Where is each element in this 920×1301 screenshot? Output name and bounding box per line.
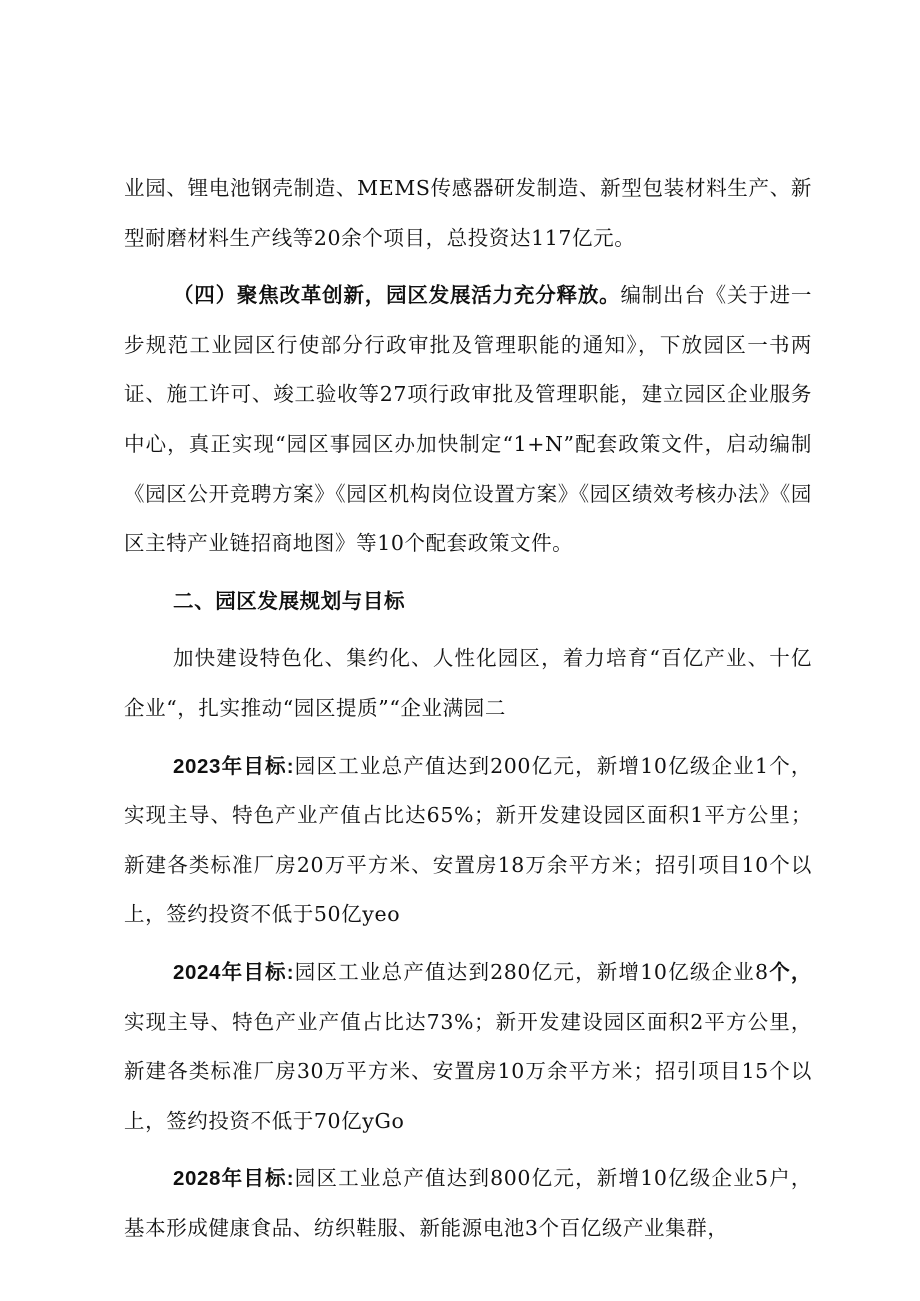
paragraph-reform xyxy=(124,271,812,569)
goal-2023-body: 园区工业总产值达到200亿元，新增10亿级企业1个，实现主导、特色产业产值占比达65%；新开发建设园区面积1平方公里；新建各类标准厂房20万平方米、安置房18万余平方米；招引项目10个以上，签约投资不低于50亿yeo xyxy=(124,753,813,927)
paragraph-plan-intro-text: 加快建设特色化、集约化、人性化园区，着力培育“百亿产业、十亿企业“，扎实推动“园区提质”“企业满园二 xyxy=(124,646,812,720)
paragraph-projects-text: 业园、锂电池钢壳制造、MEMS传感器研发制造、新型包装材料生产、新型耐磨材料生产线等20余个项目，总投资达117亿元。 xyxy=(124,176,812,250)
paragraph-goal-2024 xyxy=(124,948,812,1146)
section-heading xyxy=(124,577,812,627)
paragraph-goal-2028 xyxy=(124,1154,812,1253)
document-body xyxy=(124,164,812,1253)
goal-2028-label: 2028年目标: xyxy=(173,1167,295,1191)
goal-2028-body: 园区工业总产值达到800亿元，新增10亿级企业5户，基本形成健康食品、纺织鞋服、新能源电池3个百亿级产业集群， xyxy=(124,1166,813,1240)
paragraph-reform-lead: （四）聚焦改革创新，园区发展活力充分释放。 xyxy=(173,283,621,308)
paragraph-reform-body: 编制出台《关于进一步规范工业园区行使部分行政审批及管理职能的通知》，下放园区一书两证、施工许可、竣工验收等27项行政审批及管理职能，建立园区企业服务中心，真正实现“园区事园区办加快制定“1+N”配套政策文件，启动编制《园区公开竞聘方案》《园区机构岗位设置方案》《园区绩效考核办法》《园区主特产业链招商地图》等10个配套政策文件。 xyxy=(124,283,812,556)
section-heading-text: 二、园区发展规划与目标 xyxy=(173,588,406,613)
goal-2024-label: 2024年目标: xyxy=(173,960,295,984)
paragraph-goal-2023 xyxy=(124,742,812,940)
goal-2024-body-rest: 实现主导、特色产业产值占比达73%；新开发建设园区面积2平方公里，新建各类标准厂房30万平方米、安置房10万余平方米；招引项目15个以上，签约投资不低于70亿yGo xyxy=(124,1009,812,1133)
goal-2024-body: 园区工业总产值达到280亿元，新增10亿级企业8 xyxy=(294,959,769,984)
paragraph-plan-intro xyxy=(124,634,812,733)
goal-2023-label: 2023年目标: xyxy=(173,754,295,778)
goal-2024-body-bold: 个， xyxy=(768,959,813,984)
paragraph-projects xyxy=(124,164,812,263)
